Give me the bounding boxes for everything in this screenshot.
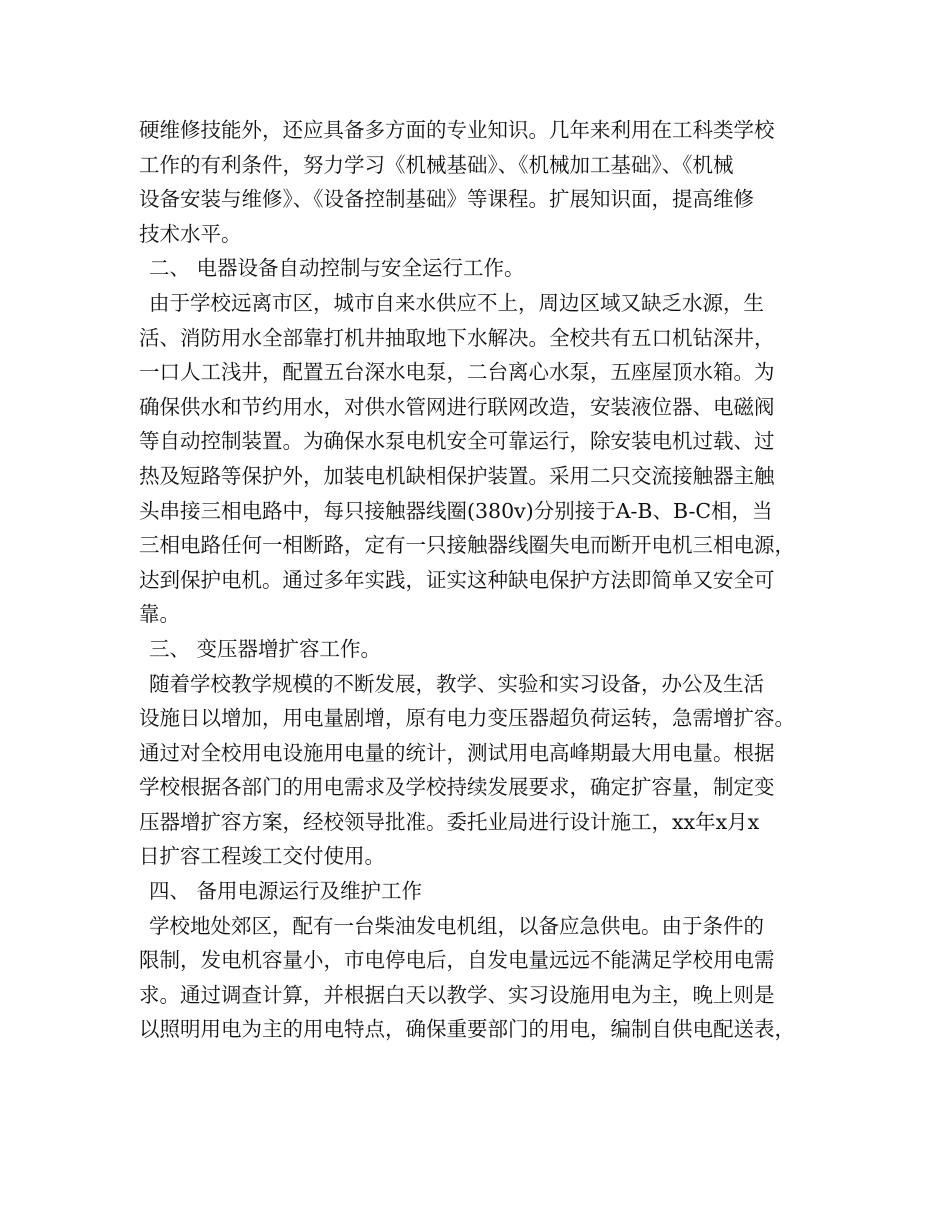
text-line: 确保供水和节约用水，对供水管网进行联网改造，安装液位器、电磁阀 (139, 394, 775, 419)
text-line: 一口人工浅井，配置五台深水电泵，二台离心水泵，五座屋顶水箱。为 (139, 360, 775, 385)
text-line: 热及短路等保护外，加装电机缺相保护装置。采用二只交流接触器主触 (139, 463, 775, 488)
text-line: 达到保护电机。通过多年实践，证实这种缺电保护方法即简单又安全可 (139, 567, 775, 592)
text-line: 设施日以增加，用电量剧增，原有电力变压器超负荷运转，急需增扩容。 (139, 706, 795, 731)
text-line: 以照明用电为主的用电特点，确保重要部门的用电，编制自供电配送表， (139, 1017, 795, 1042)
text-line: 技术水平。 (139, 221, 242, 246)
text-line: 二、 电器设备自动控制与安全运行工作。 (149, 256, 525, 281)
text-line: 通过对全校用电设施用电量的统计，测试用电高峰期最大用电量。根据 (139, 740, 775, 765)
text-line: 三相电路任何一相断路，定有一只接触器线圈失电而断开电机三相电源， (139, 533, 795, 558)
document-body (139, 113, 829, 1047)
text-line: 压器增扩容方案，经校领导批准。委托业局进行设计施工，xx年x月x (139, 809, 760, 834)
text-line: 由于学校远离市区，城市自来水供应不上，周边区域又缺乏水源，生 (149, 290, 764, 315)
text-line: 日扩容工程竣工交付使用。 (139, 844, 385, 869)
text-line: 四、 备用电源运行及维护工作 (149, 879, 423, 904)
text-line: 等自动控制装置。为确保水泵电机安全可靠运行，除安装电机过载、过 (139, 429, 775, 454)
text-line: 头串接三相电路中，每只接触器线圈(380v)分别接于A-B、B-C相，当 (139, 498, 773, 523)
text-line: 工作的有利条件，努力学习《机械基础》、《机械加工基础》、《机械 (139, 152, 734, 177)
text-line: 限制，发电机容量小，市电停电后，自发电量远远不能满足学校用电需 (139, 948, 775, 973)
text-line: 靠。 (139, 602, 180, 627)
text-line: 学校根据各部门的用电需求及学校持续发展要求，确定扩容量，制定变 (139, 775, 775, 800)
text-line: 求。通过调查计算，并根据白天以教学、实习设施用电为主，晚上则是 (139, 982, 775, 1007)
text-line: 硬维修技能外，还应具备多方面的专业知识。几年来利用在工科类学校 (139, 118, 775, 142)
text-line: 学校地处郊区，配有一台柴油发电机组，以备应急供电。由于条件的 (149, 913, 764, 938)
text-line: 三、 变压器增扩容工作。 (149, 636, 382, 661)
text-line: 设备安装与维修》、《设备控制基础》等课程。扩展知识面，提高维修 (139, 187, 754, 212)
text-line: 活、消防用水全部靠打机井抽取地下水解决。全校共有五口机钻深井， (139, 325, 775, 350)
text-line: 随着学校教学规模的不断发展，教学、实验和实习设备，办公及生活 (149, 671, 764, 696)
